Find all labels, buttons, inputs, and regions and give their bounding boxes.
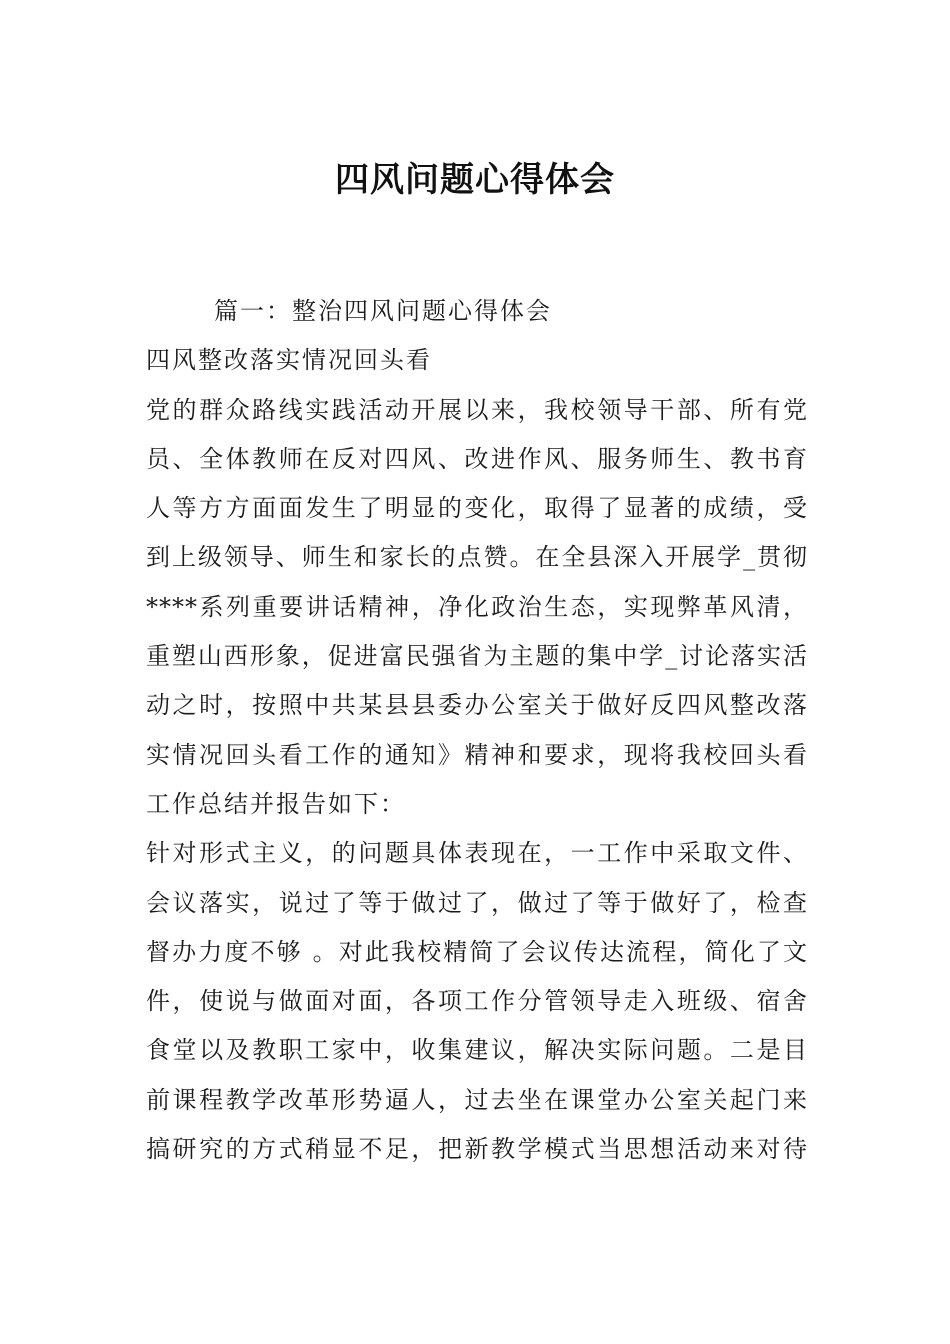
document-title: 四风问题心得体会 [335,160,615,200]
body-line: 督办力度不够 。对此我校精简了会议传达流程，简化了文 [146,937,808,966]
body-line: 重塑山西形象，促进富民强省为主题的集中学_讨论落实活 [146,642,808,671]
section-heading: 篇一：整治四风问题心得体会 [214,297,552,325]
body-line: 实情况回头看工作的通知》精神和要求，现将我校回头看 [146,740,808,769]
body-line: 员、全体教师在反对四风、改进作风、服务师生、教书育 [146,444,808,473]
body-line: 搞研究的方式稍显不足，把新教学模式当思想活动来对待 [146,1135,808,1164]
subheading: 四风整改落实情况回头看 [146,346,432,375]
body-line: 人等方方面面发生了明显的变化，取得了显著的成绩，受 [146,494,808,523]
body-line: 食堂以及教职工家中，收集建议，解决实际问题。二是目 [146,1036,808,1065]
document-body [146,287,808,1174]
body-line: 工作总结并报告如下： [146,789,406,818]
body-line: 前课程教学改革形势逼人，过去坐在课堂办公室关起门来 [146,1085,808,1114]
body-line: 件，使说与做面对面，各项工作分管领导走入班级、宿舍 [146,987,808,1016]
body-line: 会议落实，说过了等于做过了，做过了等于做好了，检查 [146,888,808,917]
body-line: ****系列重要讲话精神，净化政治生态，实现弊革风清， [146,592,808,621]
body-line: 到上级领导、师生和家长的点赞。在全县深入开展学_贯彻 [146,543,808,572]
body-line: 党的群众路线实践活动开展以来，我校领导干部、所有党 [146,395,808,424]
body-line: 动之时，按照中共某县县委办公室关于做好反四风整改落 [146,691,808,720]
body-line: 针对形式主义，的问题具体表现在，一工作中采取文件、 [146,839,808,868]
